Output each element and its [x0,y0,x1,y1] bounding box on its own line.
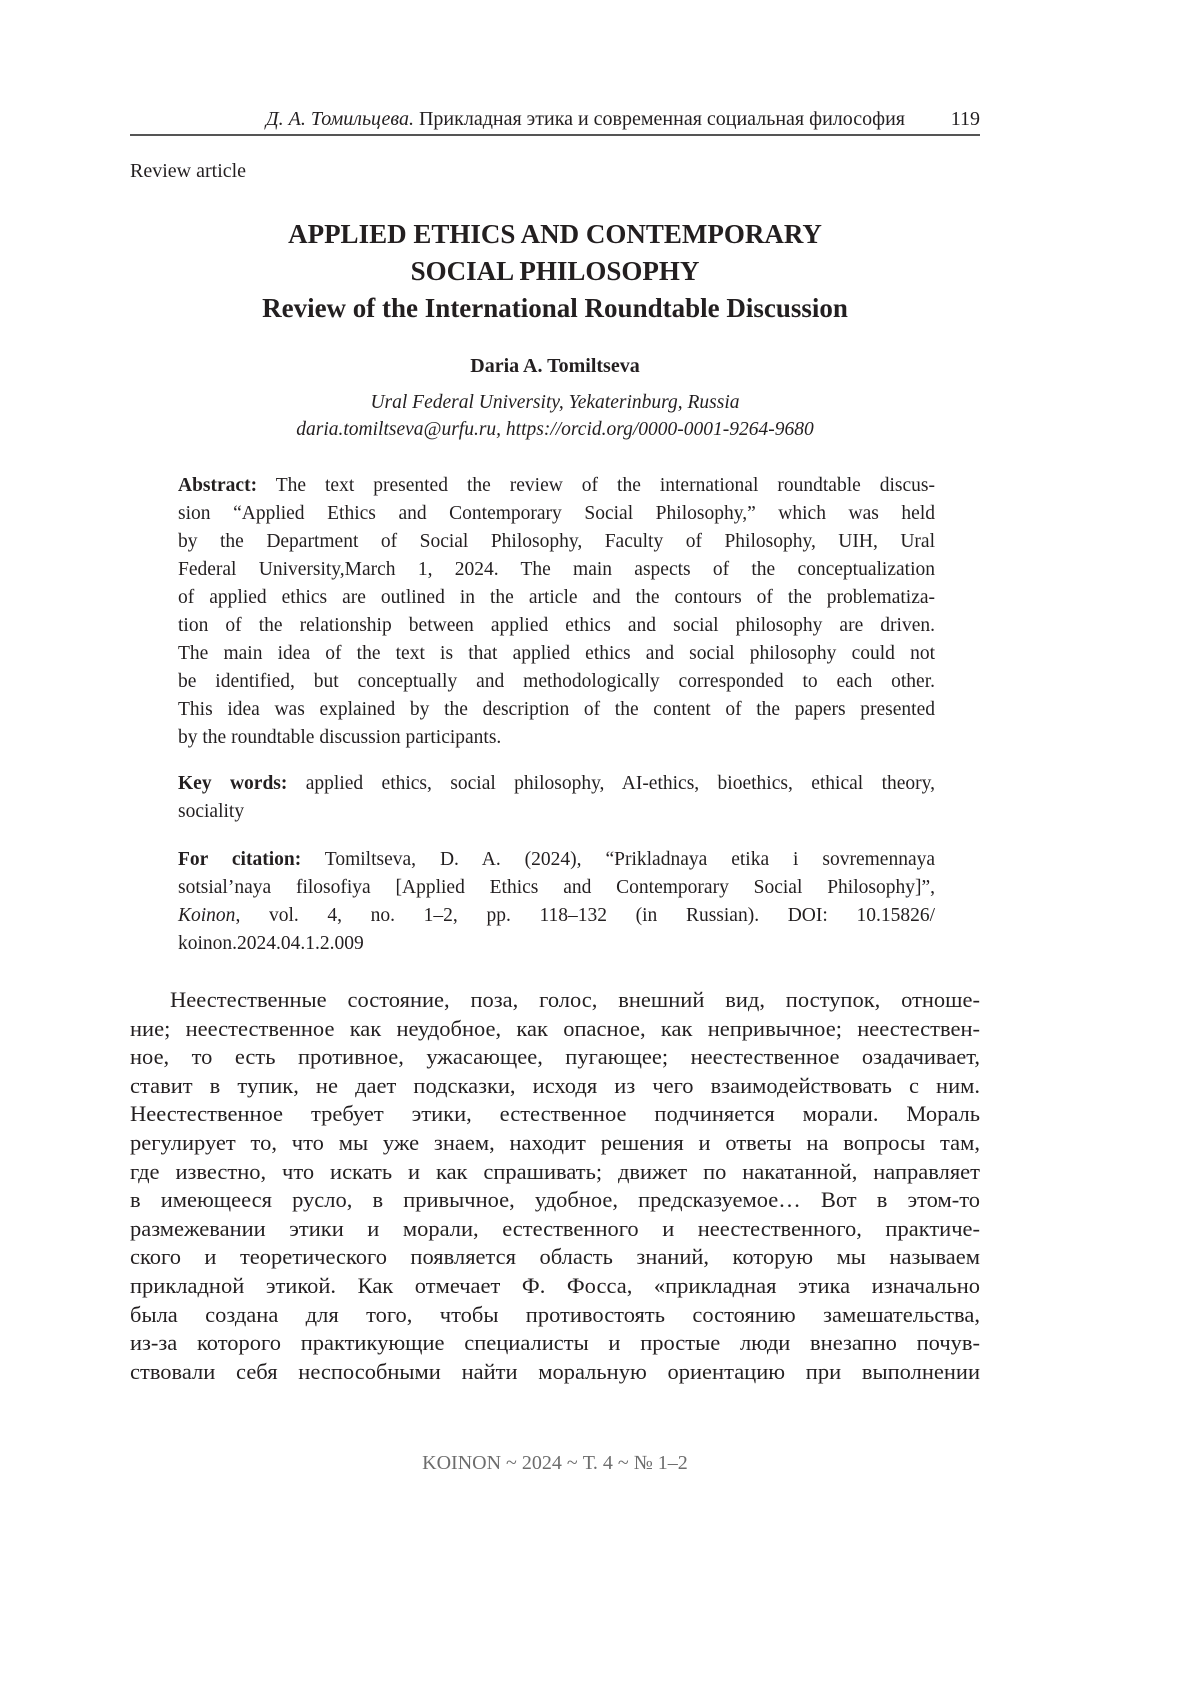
text-line [130,1072,980,1101]
author-contacts: daria.tomiltseva@urfu.ru, https://orcid.org/0000-0001-9264-9680 [130,416,980,443]
text-line [130,1158,980,1187]
line-text: прикладной этикой. Как отмечает Ф. Фосса, «прикладная этика изначально [130,1273,980,1298]
text-line [178,696,935,724]
abstract-label: Abstract: [178,475,257,496]
citation [178,846,935,958]
text-line [178,528,935,556]
text-line [130,1186,980,1215]
line-text: Federal University,March 1, 2024. The main aspects of the conceptualization [178,559,935,580]
text-line [178,770,935,798]
page-number: 119 [951,108,980,131]
abstract [178,472,935,752]
text-line [178,798,935,826]
text-line [178,724,935,752]
running-header [130,106,980,136]
keywords-label: Key words: [178,773,287,794]
line-text: ставит в тупик, не дает подсказки, исходя из чего взаимодействовать с ним. [130,1073,980,1098]
line-text: где известно, что искать и как спрашивать; движет по накатанной, направляет [130,1159,980,1184]
line-text: This idea was explained by the description of the content of the papers presented [178,699,935,720]
text-line [178,556,935,584]
running-title-text: Прикладная этика и современная социальная философия [419,108,905,130]
line-text: by the Department of Social Philosophy, Faculty of Philosophy, UIH, Ural [178,531,935,552]
line-text: by the roundtable discussion participants. [178,727,501,748]
line-text: Неестественные состояние, поза, голос, внешний вид, поступок, отноше- [170,987,980,1012]
line-text: ное, то есть противное, ужасающее, пугающее; неестественное озадачивает, [130,1044,980,1069]
text-line [130,1043,980,1072]
line-text: sociality [178,801,244,822]
keywords [178,770,935,826]
text-line [178,612,935,640]
line-text: ствовали себя неспособными найти моральную ориентацию при выполнении [130,1359,980,1384]
citation-line [178,902,935,930]
line-text: The main idea of the text is that applied ethics and social philosophy could not [178,643,935,664]
title-line: SOCIAL PHILOSOPHY [130,253,980,290]
text-line [130,1015,980,1044]
line-text: applied ethics, social philosophy, AI-ethics, bioethics, ethical theory, [287,773,935,794]
citation-line: sotsial’naya filosofiya [Applied Ethics and Contemporary Social Philosophy]”, [178,874,935,902]
line-text: tion of the relationship between applied ethics and social philosophy are driven. [178,615,935,636]
citation-label: For citation: [178,849,301,870]
citation-text: Tomiltseva, D. A. (2024), “Prikladnaya etika i sovremennaya [301,849,935,870]
line-text: размежевании этики и морали, естественного и неестественного, практиче- [130,1216,980,1241]
line-text: регулирует то, что мы уже знаем, находит решения и ответы на вопросы там, [130,1130,980,1155]
journal-name: Koinon [178,905,235,926]
text-line [130,986,980,1015]
text-line [178,500,935,528]
text-line [130,1329,980,1358]
article-type: Review article [130,160,246,183]
text-line [130,1358,980,1387]
text-line [130,1129,980,1158]
text-line [130,1301,980,1330]
author-affiliation [130,389,980,443]
author-name: Daria A. Tomiltseva [130,355,980,378]
line-text: ние; неестественное как неудобное, как опасное, как непривычное; неестествен- [130,1016,980,1041]
text-line [130,1215,980,1244]
body-text [130,986,980,1386]
citation-text: , vol. 4, no. 1–2, pp. 118–132 (in Russian). DOI: 10.15826/ [235,905,935,926]
article-title [130,216,980,327]
text-line [178,584,935,612]
text-line [178,668,935,696]
affiliation: Ural Federal University, Yekaterinburg, Russia [130,389,980,416]
line-text: Неестественное требует этики, естественное подчиняется морали. Мораль [130,1101,980,1126]
running-author: Д. А. Томильцева. [266,108,414,130]
line-text: be identified, but conceptually and methodologically corresponded to each other. [178,671,935,692]
page-footer: KOINON ~ 2024 ~ Т. 4 ~ № 1–2 [130,1452,980,1475]
text-line [178,640,935,668]
citation-doi: koinon.2024.04.1.2.009 [178,930,935,958]
text-line [178,472,935,500]
running-title [266,108,905,131]
text-line [130,1100,980,1129]
line-text: The text presented the review of the international roundtable discus- [257,475,935,496]
line-text: sion “Applied Ethics and Contemporary Social Philosophy,” which was held [178,503,935,524]
subtitle: Review of the International Roundtable Discussion [130,290,980,327]
citation-line [178,846,935,874]
line-text: в имеющееся русло, в привычное, удобное, предсказуемое… Вот в этом-то [130,1187,980,1212]
line-text: из-за которого практикующие специалисты и простые люди внезапно почув- [130,1330,980,1355]
line-text: of applied ethics are outlined in the article and the contours of the problematiza- [178,587,935,608]
text-line [130,1272,980,1301]
title-line: APPLIED ETHICS AND CONTEMPORARY [130,216,980,253]
line-text: была создана для того, чтобы противостоять состоянию замешательства, [130,1302,980,1327]
line-text: ского и теоретического появляется область знаний, которую мы называем [130,1244,980,1269]
text-line [130,1243,980,1272]
